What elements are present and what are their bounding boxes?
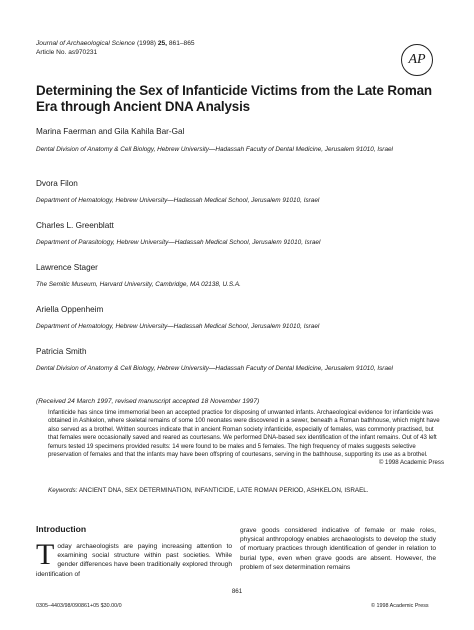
affiliation-4: The Semitic Museum, Harvard University, Cambridge, MA 02138, U.S.A.: [36, 281, 241, 288]
author-6: Patricia Smith: [36, 347, 87, 356]
journal-volume: 25,: [157, 40, 168, 47]
author-4: Lawrence Stager: [36, 263, 98, 272]
received-dates: (Received 24 March 1997, revised manuscript accepted 18 November 1997): [36, 398, 260, 405]
keywords-list: ANCIENT DNA, SEX DETERMINATION, INFANTICIDE, LATE ROMAN PERIOD, ASHKELON, ISRAEL.: [78, 487, 369, 494]
author-5: Ariella Oppenheim: [36, 305, 104, 314]
page-number: 861: [231, 588, 243, 595]
intro-column-2: grave goods considered indicative of female or male roles, physical anthropology enables archaeologists to develop the study of mortuary practices through identification of gender in relation to burial type, even when grave goods are absent. However, the problem of sex determination remains: [240, 527, 436, 571]
journal-pages: 861–865: [168, 40, 195, 47]
affiliation-2: Department of Hematology, Hebrew University—Hadassah Medical School, Jerusalem 91010, Israel: [36, 197, 320, 204]
paper-title: Determining the Sex of Infanticide Victims from the Late Roman Era through Ancient DNA Analysis: [36, 83, 432, 114]
keywords: [48, 487, 444, 495]
intro-column-1-text: oday archaeologists are paying increasing attention to examining social structure within past societies. While gender differences have been traditionally explored through identification of: [36, 543, 232, 578]
journal-reference: [36, 40, 195, 57]
drop-cap: T: [36, 538, 55, 571]
abstract-text: Infanticide has since time immemorial been an accepted practice for disposing of unwanted infants. Archaeological evidence for infanticide was obtained in Ashkelon, where skeletal remains of some 100 neonates were discovered in a sewer, beneath a Roman bathhouse, which might have also served as a brothel. Written sources indicate that in ancient Roman society infanticide, especially of females, was commonly practised, but that females were occasionally saved and reared as courtesans. We performed DNA-based sex identification of the infant remains. Out of 43 left femurs tested 19 specimens provided results: 14 were found to be males and 5 females. The high frequency of males suggests selective preservation of females and that the infants may have been offspring of courtesans, serving in the bathhouse, supporting its use as a brothel.: [48, 409, 440, 459]
abstract-copyright: © 1998 Academic Press: [378, 459, 444, 467]
author-2: Dvora Filon: [36, 179, 78, 188]
publisher-logo: AP: [401, 44, 433, 76]
journal-year: (1998): [136, 40, 156, 47]
affiliation-6: Dental Division of Anatomy & Cell Biology, Hebrew University—Hadassah Faculty of Dental Medicine, Jerusalem 91010, Israel: [36, 365, 393, 372]
author-1: Marina Faerman and Gila Kahila Bar-Gal: [36, 127, 185, 136]
journal-name: Journal of Archaeological Science: [36, 40, 136, 47]
introduction-heading: Introduction: [36, 524, 87, 534]
article-number: Article No. as970231: [36, 48, 98, 56]
footer-copyright: © 1998 Academic Press: [371, 603, 429, 609]
footer-issn: 0305–4403/98/090861+05 $30.00/0: [36, 603, 122, 609]
intro-column-1: [36, 538, 232, 579]
affiliation-5: Department of Hematology, Hebrew University—Hadassah Medical School, Jerusalem 91010, Israel: [36, 323, 320, 330]
abstract: [48, 409, 444, 468]
affiliation-3: Department of Parasitology, Hebrew University—Hadassah Medical School, Jerusalem 91010, Israel: [36, 239, 321, 246]
affiliation-1: Dental Division of Anatomy & Cell Biology, Hebrew University—Hadassah Faculty of Dental Medicine, Jerusalem 91010, Israel: [36, 146, 393, 153]
author-3: Charles L. Greenblatt: [36, 221, 114, 230]
keywords-label: Keywords:: [48, 487, 78, 494]
